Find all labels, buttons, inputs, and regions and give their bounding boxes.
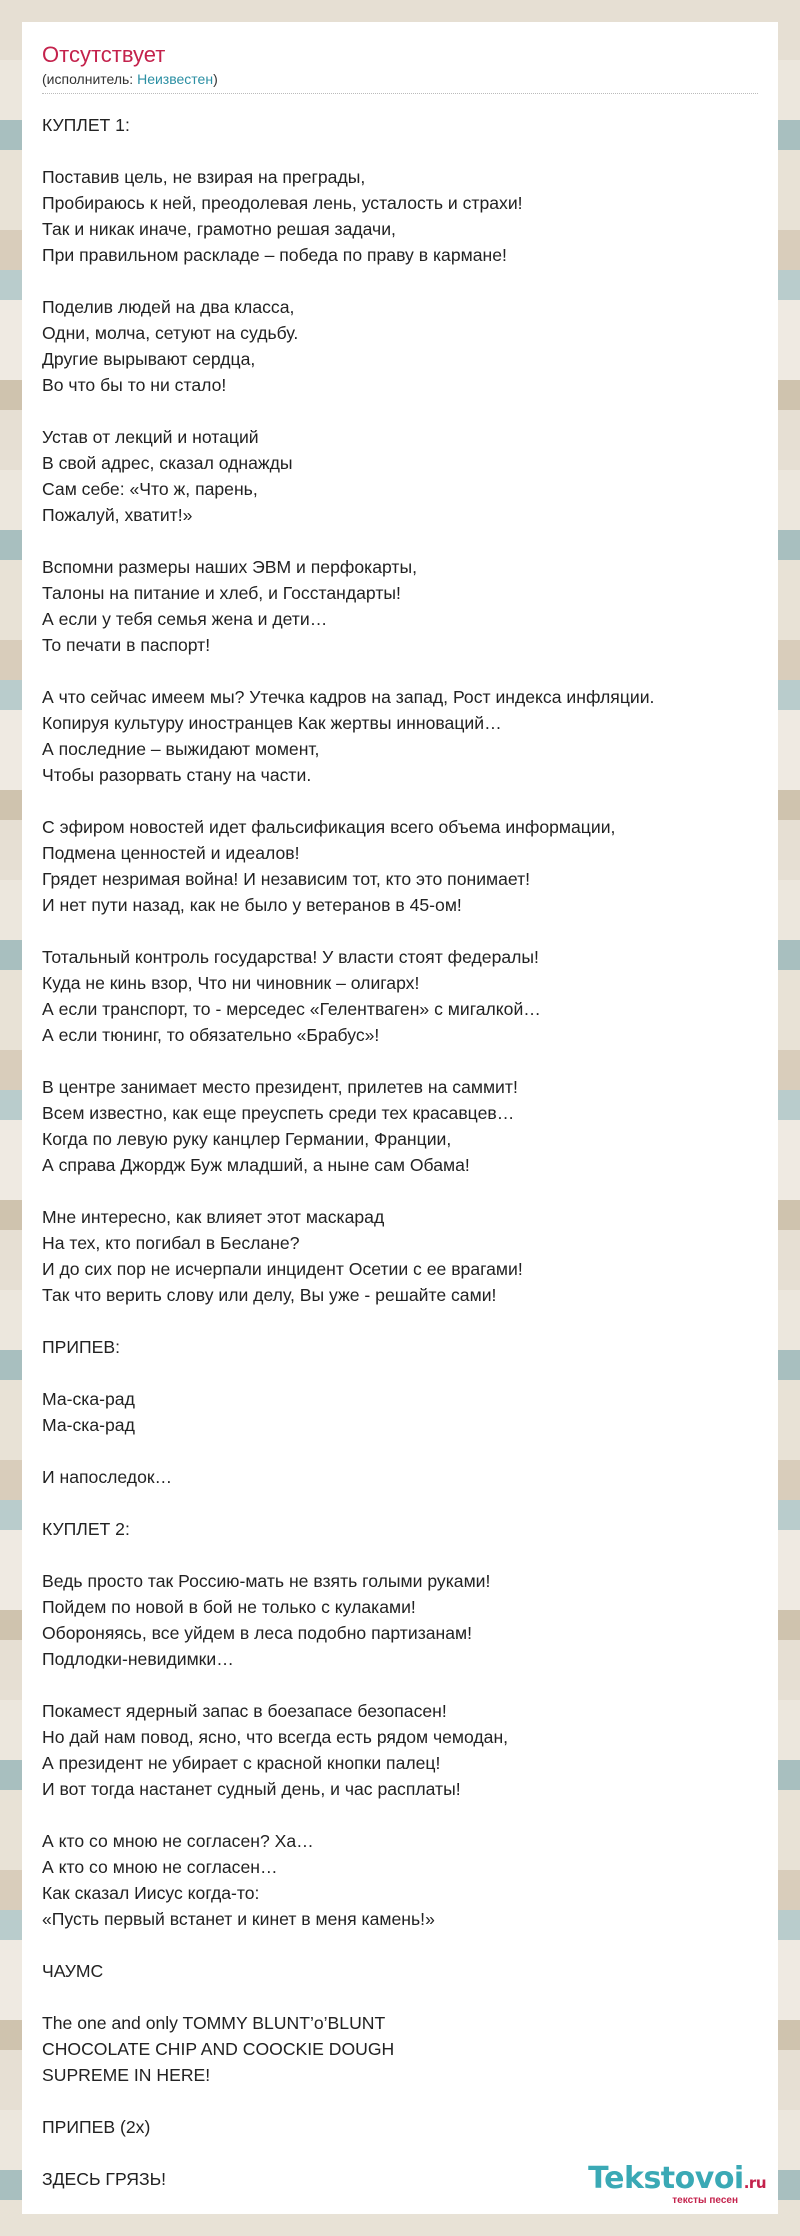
logo-wordmark bbox=[588, 2163, 766, 2199]
lyrics-card bbox=[22, 22, 778, 2214]
site-logo[interactable] bbox=[588, 2163, 766, 2206]
song-title: Отсутствует bbox=[42, 42, 166, 67]
artist-prefix: (исполнитель: bbox=[42, 71, 138, 87]
lyrics-text: КУПЛЕТ 1: Поставив цель, не взирая на преграды, Пробираюсь к ней, преодолевая лень, усталость и страхи! Так и никак иначе, грамотно решая задачи, При правильном раскладе – победа по праву в кармане! Поделив людей на два класса, Одни, молча, сетуют на судьбу. Другие вырывают сердца, Во что бы то ни стало! Устав от лекций и нотаций В свой адрес, сказал однажды Сам себе: «Что ж, парень, Пожалуй, хватит!» Вспомни размеры наших ЭВМ и перфокарты, Талоны на питание и хлеб, и Госстандарты! А если у тебя семья жена и дети… То печати в паспорт! А что сейчас имеем мы? Утечка кадров на запад, Рост индекса инфляции. Копируя культуру иностранцев Как жертвы инноваций… А последние – выжидают момент, Чтобы разорвать стану на части. С эфиром новостей идет фальсификация всего объема информации, Подмена ценностей и идеалов! Грядет незримая война! И независим тот, кто это понимает! И нет пути назад, как не было у ветеранов в 45-ом! Тотальный контроль государства! У власти стоят федералы! Куда не кинь взор, Что ни чиновник – олигарх! А если транспорт, то - мерседес «Гелентваген» с мигалкой… А если тюнинг, то обязательно «Брабус»! В центре занимает место президент, прилетев на саммит! Всем известно, как еще преуспеть среди тех красавцев… Когда по левую руку канцлер Германии, Франции, А справа Джордж Буж младший, а ныне сам Обама! Мне интересно, как влияет этот маскарад На тех, кто погибал в Беслане? И до сих пор не исчерпали инцидент Осетии с ее врагами! Так что верить слову или делу, Вы уже - решайте сами! ПРИПЕВ: Ма-ска-рад Ма-ска-рад И напоследок… КУПЛЕТ 2: Ведь просто так Россию-мать не взять голыми руками! Пойдем по новой в бой не только с кулаками! Обороняясь, все уйдем в леса подобно партизанам! Подлодки-невидимки… Покамест ядерный запас в боезапасе безопасен! Но дай нам повод, ясно, что всегда есть рядом чемодан, А президент не убирает с красной кнопки палец! И вот тогда настанет судный день, и час расплаты! А кто со мною не согласен? Ха… А кто со мною не согласен… Как сказал Иисус когда-то: «Пусть первый встанет и кинет в меня камень!» ЧАУМС The one and only TOMMY BLUNT’o’BLUNT CHOCOLATE CHIP AND COOCKIE DOUGH SUPREME IN HERE! ПРИПЕВ (2x) ЗДЕСЬ ГРЯЗЬ! bbox=[42, 115, 655, 2189]
logo-tld: .ru bbox=[743, 2174, 766, 2192]
artist-line bbox=[42, 71, 218, 87]
artist-suffix: ) bbox=[213, 71, 218, 87]
title-divider bbox=[42, 93, 758, 94]
logo-name: Tekstovoi bbox=[588, 2161, 744, 2196]
artist-link[interactable]: Неизвестен bbox=[137, 71, 214, 87]
logo-tagline: тексты песен bbox=[672, 2195, 738, 2206]
